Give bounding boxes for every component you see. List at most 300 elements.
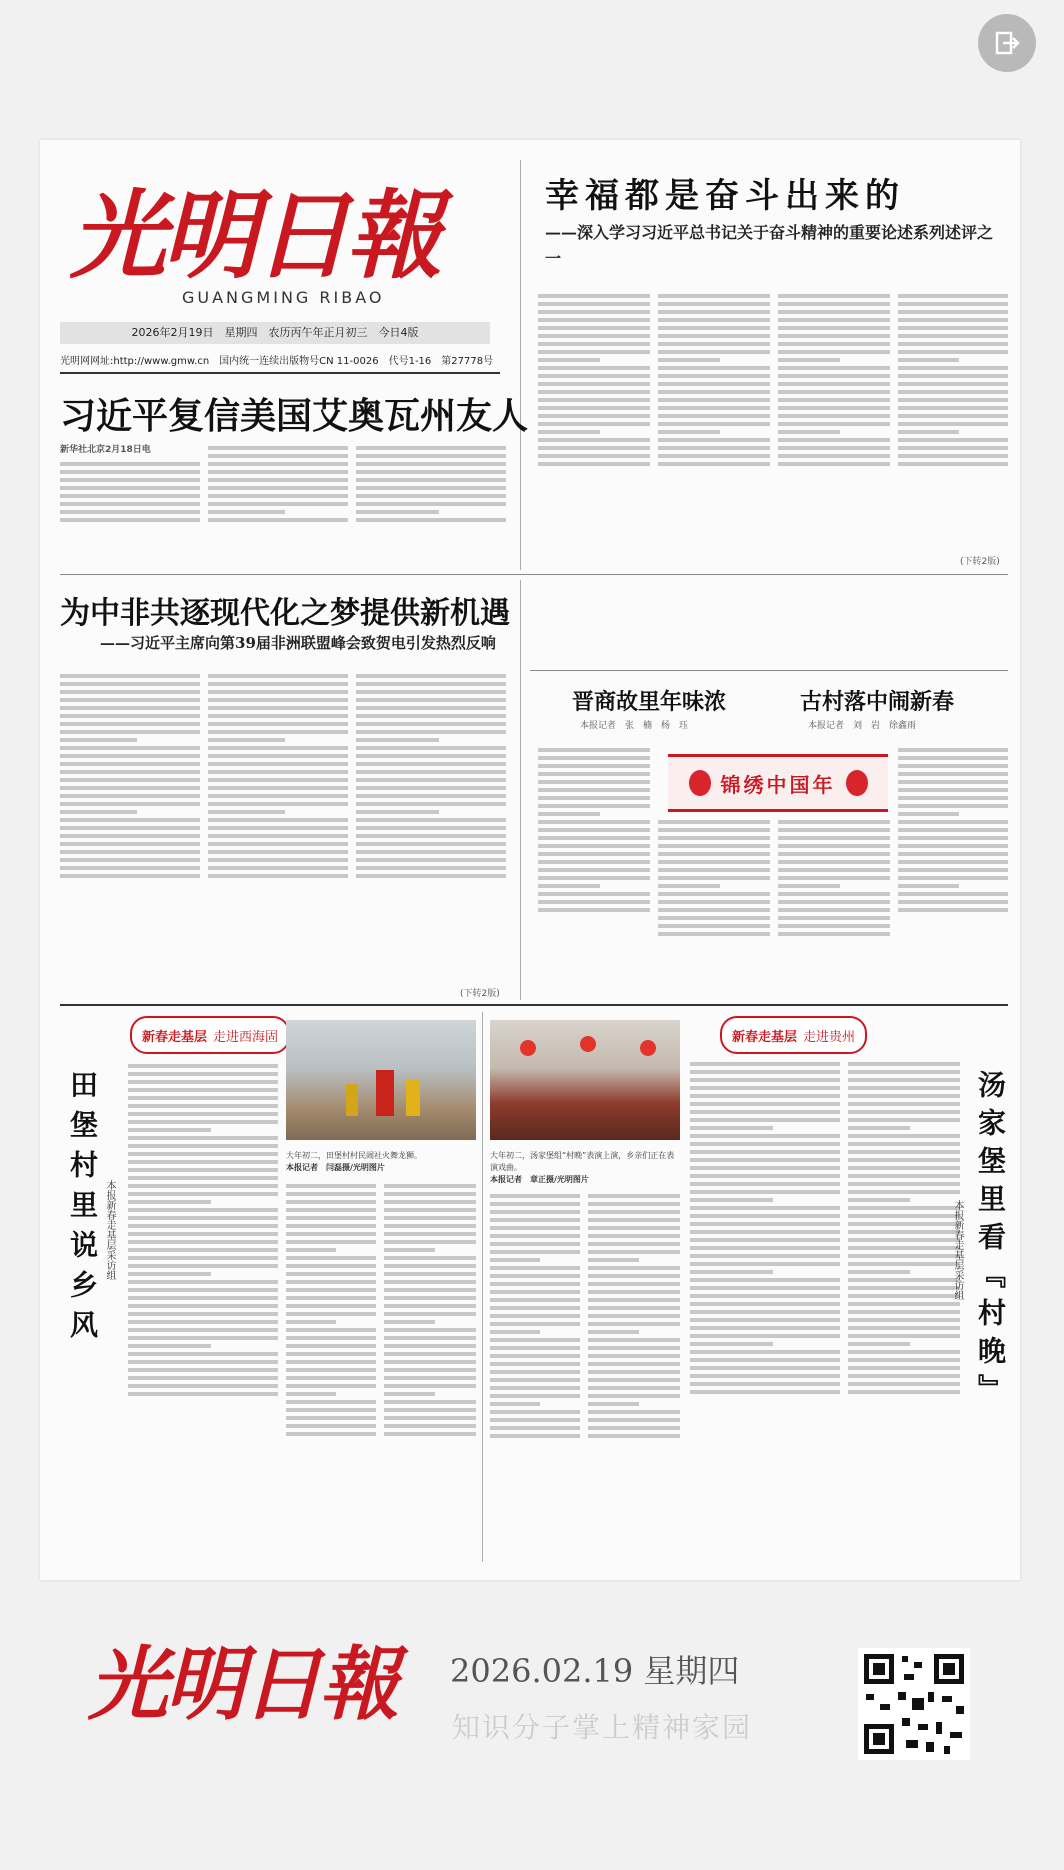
text-line: [128, 1176, 278, 1180]
text-line: [658, 908, 770, 912]
footer-date: 2026.02.19 星期四: [450, 1652, 740, 1690]
text-line: [208, 850, 348, 854]
text-line: [778, 366, 890, 370]
lantern-icon: [689, 770, 711, 796]
text-line: [60, 478, 200, 482]
text-line: [690, 1318, 840, 1322]
text-line: [778, 342, 890, 346]
qr-code-icon: [858, 1648, 970, 1760]
text-line: [848, 1142, 960, 1146]
text-line: [690, 1174, 840, 1178]
text-line: [286, 1192, 376, 1196]
text-line: [538, 310, 650, 314]
text-line: [848, 1246, 960, 1250]
feature-badge-left: [130, 1016, 290, 1054]
text-line: [384, 1376, 476, 1380]
text-line: [848, 1150, 960, 1154]
text-line: [356, 478, 506, 482]
text-line: [490, 1426, 580, 1430]
text-line: [588, 1282, 680, 1286]
text-line: [588, 1370, 680, 1374]
text-line: [538, 812, 600, 816]
text-line: [588, 1322, 680, 1326]
feature-right-title: 汤家堡里看『村晚』: [974, 1070, 1007, 1412]
feature-left-body-col3: [384, 1180, 476, 1560]
story2-body-col2: [208, 670, 348, 988]
text-line: [60, 762, 200, 766]
text-line: [778, 462, 890, 466]
text-line: [128, 1360, 278, 1364]
qr-code[interactable]: [858, 1648, 970, 1760]
text-line: [128, 1352, 278, 1356]
text-line: [60, 510, 200, 514]
lead-body-col3: [778, 290, 890, 552]
text-line: [658, 294, 770, 298]
text-line: [490, 1402, 540, 1406]
text-line: [658, 398, 770, 402]
feature-right-subtitle: 本报新春走基层采访组: [952, 1200, 963, 1300]
text-line: [690, 1126, 773, 1130]
text-line: [778, 374, 890, 378]
text-line: [898, 876, 1008, 880]
text-line: [128, 1128, 211, 1132]
text-line: [690, 1062, 840, 1066]
text-line: [538, 844, 650, 848]
text-line: [778, 438, 890, 442]
text-line: [490, 1314, 580, 1318]
text-line: [208, 502, 348, 506]
text-line: [658, 454, 770, 458]
text-line: [898, 358, 959, 362]
text-line: [588, 1354, 680, 1358]
text-line: [690, 1270, 773, 1274]
text-line: [848, 1374, 960, 1378]
story1-headline: 习近平复信美国艾奥瓦州友人: [60, 395, 529, 437]
exit-button[interactable]: [978, 14, 1036, 72]
text-line: [848, 1350, 960, 1354]
text-line: [384, 1336, 476, 1340]
story1-body-col2: [208, 442, 348, 564]
text-line: [538, 374, 650, 378]
text-line: [490, 1210, 580, 1214]
text-line: [286, 1224, 376, 1228]
text-line: [286, 1352, 376, 1356]
text-line: [778, 398, 890, 402]
text-line: [778, 868, 890, 872]
text-line: [690, 1302, 840, 1306]
text-line: [60, 486, 200, 490]
text-line: [538, 860, 650, 864]
text-line: [208, 834, 348, 838]
text-line: [538, 438, 650, 442]
text-line: [384, 1200, 476, 1204]
text-line: [658, 382, 770, 386]
text-line: [588, 1202, 680, 1206]
text-line: [128, 1192, 278, 1196]
text-line: [898, 398, 1008, 402]
text-line: [588, 1426, 680, 1430]
text-line: [898, 908, 1008, 912]
text-line: [128, 1368, 278, 1372]
text-line: [848, 1078, 960, 1082]
story3-byline: 本报记者 张 楠 杨 珏: [580, 721, 689, 731]
text-line: [356, 762, 506, 766]
text-line: [490, 1202, 580, 1206]
text-line: [778, 406, 890, 410]
text-line: [588, 1250, 680, 1254]
text-line: [538, 756, 650, 760]
text-line: [128, 1232, 278, 1236]
text-line: [356, 802, 506, 806]
text-line: [778, 350, 890, 354]
feature-left-body-col1: [128, 1060, 278, 1560]
text-line: [356, 834, 506, 838]
text-line: [658, 302, 770, 306]
text-line: [690, 1118, 840, 1122]
text-line: [848, 1342, 910, 1346]
divider: [60, 372, 500, 374]
text-line: [898, 812, 959, 816]
dragon-dance-figure: [346, 1084, 358, 1116]
text-line: [128, 1328, 278, 1332]
text-line: [848, 1206, 960, 1210]
festival-banner: [668, 754, 888, 812]
text-line: [898, 804, 1008, 808]
text-line: [848, 1302, 960, 1306]
text-line: [658, 318, 770, 322]
feature-right-body-col4: [848, 1058, 960, 1560]
text-line: [208, 818, 348, 822]
text-line: [778, 414, 890, 418]
text-line: [356, 778, 506, 782]
text-line: [208, 454, 348, 458]
badge-main-label: 新春走基层: [732, 1029, 798, 1045]
feature-right-photo: [490, 1020, 680, 1140]
text-line: [208, 794, 348, 798]
text-line: [848, 1222, 960, 1226]
text-line: [690, 1110, 840, 1114]
text-line: [128, 1296, 278, 1300]
text-line: [898, 836, 1008, 840]
text-line: [384, 1360, 476, 1364]
text-line: [658, 916, 770, 920]
text-line: [490, 1306, 580, 1310]
text-line: [848, 1062, 960, 1066]
text-line: [490, 1290, 580, 1294]
text-line: [356, 842, 506, 846]
festival-banner-text: 锦绣中国年: [720, 772, 836, 797]
lead-body-col2: [658, 290, 770, 552]
text-line: [384, 1416, 476, 1420]
text-line: [538, 908, 650, 912]
text-line: [848, 1326, 960, 1330]
text-line: [384, 1408, 476, 1412]
text-line: [208, 754, 348, 758]
text-line: [490, 1418, 580, 1422]
text-line: [538, 900, 650, 904]
text-line: [538, 868, 650, 872]
text-line: [490, 1258, 540, 1262]
text-line: [658, 334, 770, 338]
text-line: [384, 1184, 476, 1188]
text-line: [356, 786, 506, 790]
text-line: [898, 780, 1008, 784]
text-line: [208, 674, 348, 678]
text-line: [690, 1334, 840, 1338]
masthead-dateline: 2026年2月19日 星期四 农历丙午年正月初三 今日4版: [60, 322, 490, 344]
text-line: [490, 1274, 580, 1278]
text-line: [128, 1344, 211, 1348]
lead-subtitle: ——深入学习习近平总书记关于奋斗精神的重要论述系列述评之一: [545, 223, 994, 268]
text-line: [658, 366, 770, 370]
text-line: [60, 786, 200, 790]
text-line: [490, 1266, 580, 1270]
text-line: [690, 1230, 840, 1234]
text-line: [690, 1206, 840, 1210]
text-line: [60, 706, 200, 710]
text-line: [848, 1158, 960, 1162]
text-line: [286, 1208, 376, 1212]
text-line: [778, 860, 890, 864]
text-line: [588, 1218, 680, 1222]
text-line: [286, 1336, 376, 1340]
text-line: [898, 454, 1008, 458]
text-line: [848, 1190, 960, 1194]
text-line: [848, 1094, 960, 1098]
text-line: [898, 868, 1008, 872]
text-line: [778, 932, 890, 936]
text-line: [588, 1386, 680, 1390]
text-line: [898, 406, 1008, 410]
text-line: [128, 1136, 278, 1140]
text-line: [208, 842, 348, 846]
text-line: [778, 916, 890, 920]
text-line: [356, 698, 506, 702]
text-line: [690, 1286, 840, 1290]
feature-left-photo-credit: 本报记者 闫磊摄/光明图片: [286, 1163, 385, 1172]
text-line: [60, 754, 200, 758]
text-line: [384, 1344, 476, 1348]
text-line: [384, 1304, 476, 1308]
text-line: [898, 828, 1008, 832]
text-line: [286, 1320, 336, 1324]
text-line: [490, 1234, 580, 1238]
text-line: [384, 1224, 476, 1228]
text-line: [588, 1410, 680, 1414]
text-line: [898, 852, 1008, 856]
text-line: [898, 764, 1008, 768]
text-line: [538, 422, 650, 426]
text-line: [60, 834, 200, 838]
story2-headline: 为中非共逐现代化之梦提供新机遇: [60, 596, 510, 631]
text-line: [690, 1374, 840, 1378]
text-line: [208, 462, 348, 466]
text-line: [208, 706, 348, 710]
text-line: [898, 342, 1008, 346]
text-line: [128, 1104, 278, 1108]
text-line: [490, 1362, 580, 1366]
text-line: [690, 1246, 840, 1250]
text-line: [778, 310, 890, 314]
text-line: [690, 1190, 840, 1194]
text-line: [588, 1330, 639, 1334]
text-line: [588, 1266, 680, 1270]
text-line: [356, 486, 506, 490]
text-line: [658, 844, 770, 848]
text-line: [356, 746, 506, 750]
text-line: [538, 382, 650, 386]
text-line: [778, 430, 840, 434]
stage-lantern: [520, 1040, 536, 1056]
text-line: [356, 754, 506, 758]
text-line: [286, 1280, 376, 1284]
text-line: [60, 850, 200, 854]
text-line: [208, 714, 348, 718]
text-line: [356, 510, 439, 514]
text-line: [490, 1394, 580, 1398]
text-line: [490, 1298, 580, 1302]
text-line: [658, 892, 770, 896]
text-line: [898, 422, 1008, 426]
stage-lantern: [580, 1036, 596, 1052]
text-line: [538, 892, 650, 896]
story2-body-col1: [60, 670, 200, 988]
text-line: [588, 1226, 680, 1230]
text-line: [690, 1390, 840, 1394]
text-line: [658, 390, 770, 394]
text-line: [848, 1174, 960, 1178]
text-line: [848, 1270, 910, 1274]
story2-subtitle: ——习近平主席向第39届非洲联盟峰会致贺电引发热烈反响: [100, 634, 496, 652]
text-line: [898, 382, 1008, 386]
text-line: [848, 1278, 960, 1282]
text-line: [356, 446, 506, 450]
text-line: [848, 1310, 960, 1314]
text-line: [848, 1126, 910, 1130]
story4-body-col1: [778, 816, 890, 994]
text-line: [538, 876, 650, 880]
feature-right-caption-text: 大年初二，汤家堡组“村晚”表演上演，乡亲们正在表演戏曲。: [490, 1151, 675, 1172]
newspaper-page[interactable]: [40, 140, 1020, 1580]
text-line: [538, 334, 650, 338]
text-line: [286, 1264, 376, 1268]
text-line: [356, 770, 506, 774]
masthead-pinyin: GUANGMING RIBAO: [182, 288, 385, 307]
text-line: [384, 1320, 435, 1324]
story1-body-col3: [356, 442, 506, 564]
text-line: [490, 1354, 580, 1358]
text-line: [588, 1258, 639, 1262]
text-line: [128, 1320, 278, 1324]
text-line: [658, 422, 770, 426]
text-line: [778, 334, 890, 338]
text-line: [208, 446, 348, 450]
text-line: [60, 730, 200, 734]
text-line: [128, 1152, 278, 1156]
text-line: [690, 1102, 840, 1106]
text-line: [356, 818, 506, 822]
text-line: [898, 350, 1008, 354]
story1-dateline: 新华社北京2月18日电: [60, 445, 151, 455]
text-line: [690, 1070, 840, 1074]
text-line: [690, 1238, 840, 1242]
text-line: [848, 1110, 960, 1114]
text-line: [848, 1118, 960, 1122]
text-line: [778, 382, 890, 386]
text-line: [356, 690, 506, 694]
text-line: [60, 866, 200, 870]
text-line: [128, 1264, 278, 1268]
text-line: [898, 462, 1008, 466]
text-line: [208, 698, 348, 702]
text-line: [690, 1142, 840, 1146]
text-line: [356, 682, 506, 686]
text-line: [588, 1274, 680, 1278]
text-line: [286, 1328, 376, 1332]
text-line: [60, 794, 200, 798]
text-line: [538, 836, 650, 840]
text-line: [690, 1310, 840, 1314]
text-line: [356, 738, 439, 742]
story4-headline: 古村落中闹新春: [800, 689, 955, 715]
text-line: [848, 1358, 960, 1362]
text-line: [778, 390, 890, 394]
text-line: [286, 1400, 376, 1404]
text-line: [384, 1216, 476, 1220]
text-line: [60, 502, 200, 506]
text-line: [60, 674, 200, 678]
text-line: [538, 406, 650, 410]
text-line: [128, 1288, 278, 1292]
text-line: [898, 796, 1008, 800]
text-line: [384, 1288, 476, 1292]
text-line: [588, 1242, 680, 1246]
story2-body-col3: [356, 670, 506, 988]
text-line: [778, 422, 890, 426]
text-line: [490, 1386, 580, 1390]
text-line: [60, 494, 200, 498]
text-line: [690, 1094, 840, 1098]
text-line: [848, 1366, 960, 1370]
text-line: [658, 820, 770, 824]
text-line: [848, 1102, 960, 1106]
text-line: [208, 738, 285, 742]
text-line: [128, 1208, 278, 1212]
text-line: [384, 1328, 476, 1332]
feature-left-title: 田堡村里说乡风: [66, 1070, 99, 1350]
text-line: [898, 366, 1008, 370]
dragon-dance-figure: [406, 1080, 420, 1116]
story3-body-col2: [658, 816, 770, 994]
text-line: [898, 844, 1008, 848]
text-line: [658, 310, 770, 314]
text-line: [898, 318, 1008, 322]
text-line: [848, 1238, 960, 1242]
text-line: [490, 1226, 580, 1230]
column-divider: [520, 580, 521, 1000]
feature-right-caption: [490, 1150, 680, 1186]
text-line: [384, 1368, 476, 1372]
text-line: [356, 794, 506, 798]
text-line: [658, 932, 770, 936]
text-line: [690, 1198, 773, 1202]
text-line: [690, 1150, 840, 1154]
text-line: [658, 374, 770, 378]
text-line: [690, 1366, 840, 1370]
text-line: [384, 1232, 476, 1236]
text-line: [658, 860, 770, 864]
text-line: [898, 374, 1008, 378]
